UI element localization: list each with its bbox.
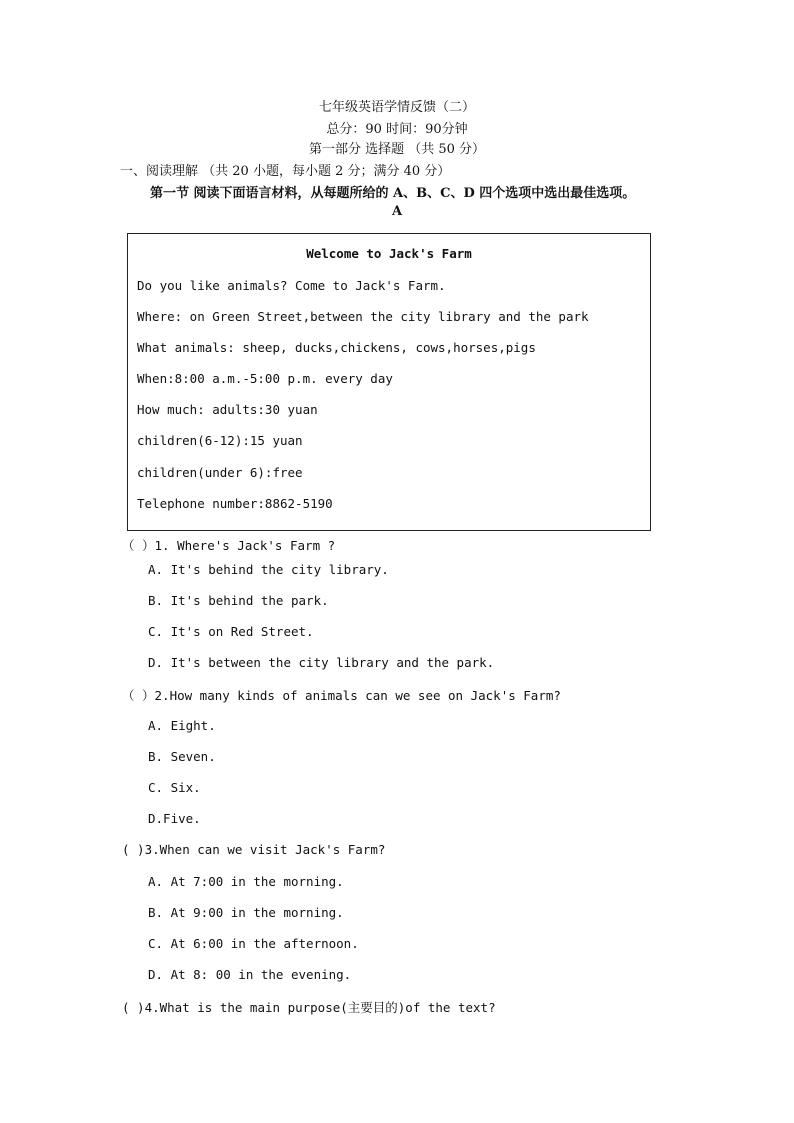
score-time: 总分：90 时间：90分钟: [326, 122, 468, 137]
passage-letter: A: [391, 204, 403, 219]
notice-line: children(6-12):15 yuan: [137, 433, 303, 448]
page-title: 七年级英语学情反馈（二）: [318, 100, 475, 115]
answer-option: B. It's behind the park.: [148, 593, 329, 608]
notice-line: Where: on Green Street,between the city library and the park: [137, 309, 589, 324]
notice-line: Do you like animals? Come to Jack's Farm.: [137, 278, 446, 293]
answer-option: D. It's between the city library and the park.: [148, 655, 495, 670]
notice-line: When:8:00 a.m.-5:00 p.m. every day: [137, 371, 393, 386]
notice-title: Welcome to Jack's Farm: [306, 246, 472, 261]
answer-option: A. It's behind the city library.: [148, 562, 389, 577]
notice-line: children(under 6):free: [137, 465, 303, 480]
notice-box: [127, 233, 651, 531]
answer-option: C. Six.: [148, 780, 201, 795]
question-stem: ( )4.What is the main purpose(主要目的)of the text?: [122, 1000, 496, 1015]
answer-option: C. It's on Red Street.: [148, 624, 314, 639]
part-heading: 第一部分 选择题 （共 50 分）: [308, 142, 486, 157]
question-stem: （ ）2.How many kinds of animals can we see on Jack's Farm?: [122, 688, 561, 703]
subsection-instructions: 第一节 阅读下面语言材料，从每题所给的 A、B、C、D 四个选项中选出最佳选项。: [150, 186, 636, 201]
question-stem: （ ）1. Where's Jack's Farm ?: [122, 538, 336, 553]
question-stem: ( )3.When can we visit Jack's Farm?: [122, 842, 386, 857]
section-heading: 一、阅读理解 （共 20 小题，每小题 2 分；满分 40 分）: [120, 164, 451, 179]
answer-option: A. Eight.: [148, 718, 216, 733]
answer-option: D. At 8: 00 in the evening.: [148, 967, 352, 982]
answer-option: B. At 9:00 in the morning.: [148, 905, 344, 920]
notice-line: How much: adults:30 yuan: [137, 402, 318, 417]
answer-option: D.Five.: [148, 811, 201, 826]
answer-option: C. At 6:00 in the afternoon.: [148, 936, 359, 951]
answer-option: A. At 7:00 in the morning.: [148, 874, 344, 889]
notice-line: What animals: sheep, ducks,chickens, cows,horses,pigs: [137, 340, 536, 355]
notice-line: Telephone number:8862-5190: [137, 496, 333, 511]
answer-option: B. Seven.: [148, 749, 216, 764]
